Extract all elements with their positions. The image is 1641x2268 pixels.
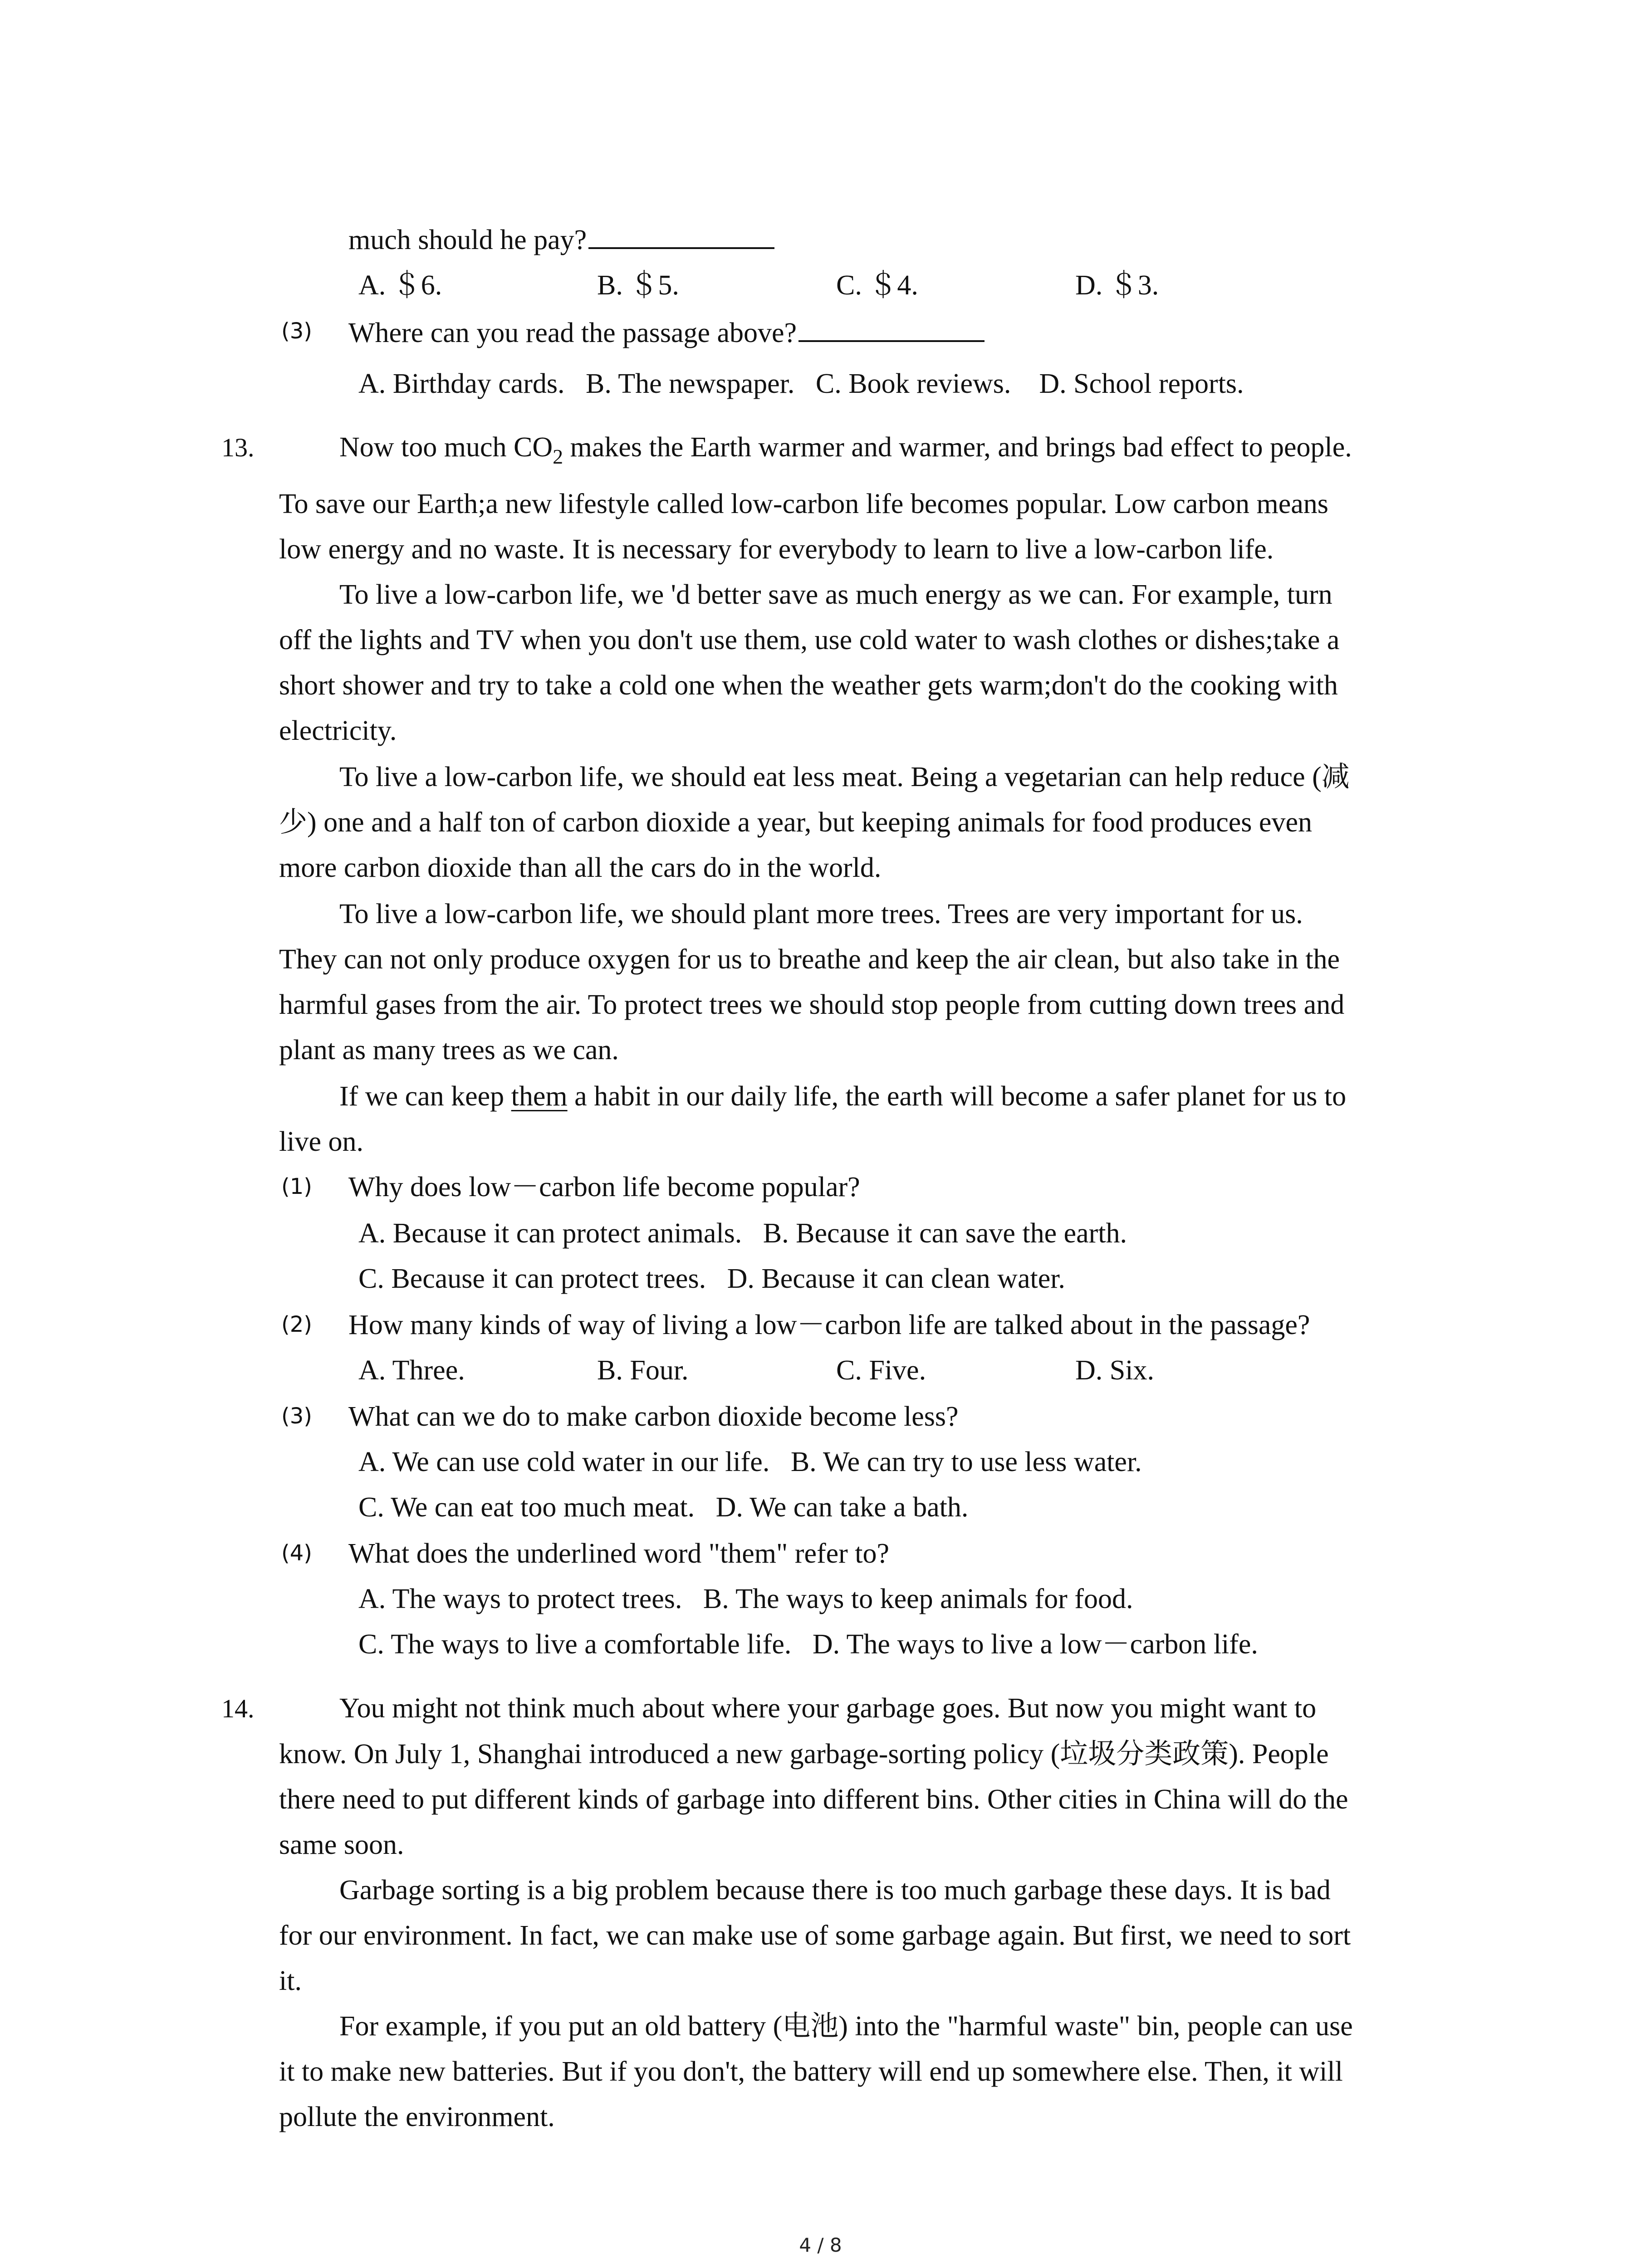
- answer-blank[interactable]: [798, 318, 985, 342]
- question-text: much should he pay?: [348, 225, 587, 255]
- q13-3-options-row2: C. We can eat too much meat. D. We can take a bath.: [358, 1492, 969, 1523]
- q13-4-stem: What does the underlined word "them" refer to?: [348, 1538, 890, 1569]
- q13-p1-line2: To save our Earth;a new lifestyle called low-carbon life becomes popular. Low carbon means: [279, 489, 1328, 519]
- q13-4-number: (4): [281, 1540, 312, 1566]
- q13-p5-line2: live on.: [279, 1126, 363, 1157]
- q13-p5-line1: [339, 1082, 1346, 1110]
- q13-2-number: (2): [281, 1312, 312, 1337]
- q14-p1-line4: same soon.: [279, 1829, 404, 1860]
- text-run: a habit in our daily life, the earth will become a safer planet for us to: [567, 1081, 1347, 1112]
- q14-p3-line2: it to make new batteries. But if you don't, the battery will end up somewhere else. Then, it will: [279, 2056, 1343, 2087]
- q13-4-options-row1: A. The ways to protect trees. B. The ways to keep animals for food.: [358, 1584, 1133, 1614]
- q12-2-option-b: B. ＄5.: [597, 270, 679, 301]
- q13-p4-line1: To live a low-carbon life, we should plant more trees. Trees are very important for us.: [339, 899, 1303, 929]
- q13-2-option-a: A. Three.: [358, 1355, 465, 1386]
- q14-p3-line1: For example, if you put an old battery (电池) into the "harmful waste" bin, people can use: [339, 2011, 1353, 2042]
- underlined-word: them: [511, 1081, 568, 1112]
- q13-p1-line3: low energy and no waste. It is necessary for everybody to learn to live a low-carbon life.: [279, 534, 1274, 565]
- q14-p3-line3: pollute the environment.: [279, 2102, 555, 2132]
- subscript: 2: [553, 445, 563, 468]
- q12-2-option-c: C. ＄4.: [836, 270, 918, 301]
- q13-p2-line1: To live a low-carbon life, we 'd better save as much energy as we can. For example, turn: [339, 579, 1332, 610]
- q14-p2-line3: it.: [279, 1965, 302, 1996]
- q13-1-number: (1): [281, 1174, 312, 1199]
- q13-p2-line2: off the lights and TV when you don't use them, use cold water to wash clothes or dishes;take a: [279, 625, 1340, 655]
- q13-2-option-b: B. Four.: [597, 1355, 689, 1386]
- q14-p2-line2: for our environment. In fact, we can make use of some garbage again. But first, we need to sort: [279, 1920, 1351, 1951]
- q12-2-stem-tail: [348, 225, 774, 254]
- q13-p3-line2: 少) one and a half ton of carbon dioxide a year, but keeping animals for food produces even: [279, 807, 1312, 838]
- q13-2-stem: How many kinds of way of living a low－carbon life are talked about in the passage?: [348, 1310, 1310, 1340]
- q13-p4-line4: plant as many trees as we can.: [279, 1035, 619, 1066]
- q14-p1-line2: know. On July 1, Shanghai introduced a new garbage-sorting policy (垃圾分类政策). People: [279, 1739, 1329, 1769]
- q12-3-stem: [348, 318, 985, 347]
- q13-3-options-row1: A. We can use cold water in our life. B. We can try to use less water.: [358, 1447, 1142, 1477]
- q13-1-options-row2: C. Because it can protect trees. D. Because it can clean water.: [358, 1263, 1065, 1294]
- page-number: 4 / 8: [799, 2234, 842, 2256]
- q13-p2-line4: electricity.: [279, 715, 397, 746]
- q14-p1-line1: You might not think much about where your garbage goes. But now you might want to: [339, 1693, 1317, 1724]
- q13-p3-line3: more carbon dioxide than all the cars do in the world.: [279, 852, 882, 883]
- q13-p3-line1: To live a low-carbon life, we should eat less meat. Being a vegetarian can help reduce (减: [339, 762, 1350, 792]
- text-run: makes the Earth warmer and warmer, and brings bad effect to people.: [563, 432, 1352, 463]
- q12-3-number: (3): [281, 318, 312, 344]
- answer-blank[interactable]: [588, 225, 774, 249]
- question-number-13: 13.: [221, 433, 255, 462]
- q12-2-option-a: A. ＄6.: [358, 270, 442, 301]
- q13-1-stem: Why does low－carbon life become popular?: [348, 1172, 860, 1202]
- q13-2-option-d: D. Six.: [1075, 1355, 1154, 1386]
- q13-3-stem: What can we do to make carbon dioxide become less?: [348, 1401, 959, 1432]
- question-number-14: 14.: [221, 1694, 255, 1723]
- q12-2-option-d: D. ＄3.: [1075, 270, 1159, 301]
- q13-1-options-row1: A. Because it can protect animals. B. Because it can save the earth.: [358, 1218, 1127, 1249]
- q14-p2-line1: Garbage sorting is a big problem because there is too much garbage these days. It is bad: [339, 1875, 1331, 1906]
- text-run: Now too much CO: [339, 432, 553, 463]
- q13-p4-line3: harmful gases from the air. To protect trees we should stop people from cutting down trees and: [279, 989, 1345, 1020]
- q13-p4-line2: They can not only produce oxygen for us to breathe and keep the air clean, but also take in the: [279, 944, 1340, 975]
- text-run: If we can keep: [339, 1081, 511, 1112]
- q13-3-number: (3): [281, 1403, 312, 1429]
- q14-p1-line3: there need to put different kinds of garbage into different bins. Other cities in China will do the: [279, 1784, 1348, 1815]
- q13-p1-line1: [339, 432, 1352, 468]
- q12-3-options: A. Birthday cards. B. The newspaper. C. Book reviews. D. School reports.: [358, 368, 1244, 399]
- q13-p2-line3: short shower and try to take a cold one when the weather gets warm;don't do the cooking with: [279, 670, 1338, 701]
- question-text: Where can you read the passage above?: [348, 318, 797, 348]
- q13-2-option-c: C. Five.: [836, 1355, 926, 1386]
- q13-4-options-row2: C. The ways to live a comfortable life. D. The ways to live a low－carbon life.: [358, 1629, 1258, 1660]
